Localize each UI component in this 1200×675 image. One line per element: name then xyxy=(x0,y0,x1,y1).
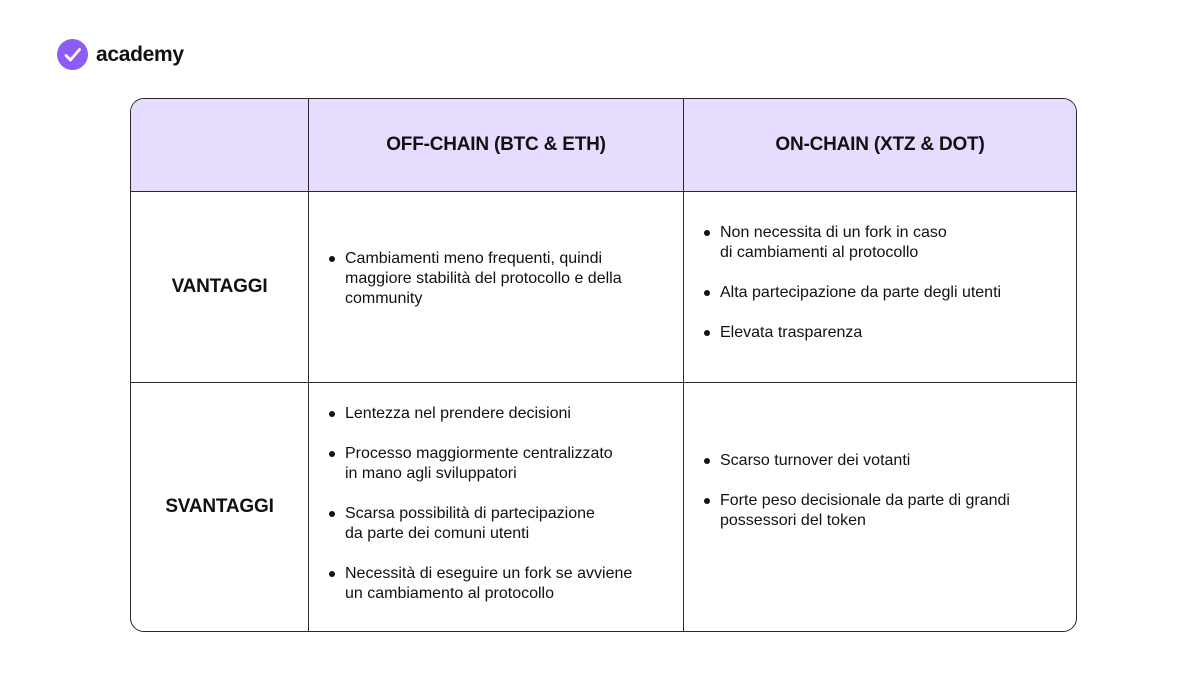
header-on-chain-label: ON-CHAIN (XTZ & DOT) xyxy=(775,134,985,155)
row-label-svantaggi: SVANTAGGI xyxy=(131,383,309,631)
vantaggi-off-chain-cell xyxy=(309,192,684,383)
vantaggi-on-chain-cell xyxy=(684,192,1076,383)
list-item: Elevata trasparenza xyxy=(704,323,1001,343)
row-label-vantaggi: VANTAGGI xyxy=(131,192,309,383)
header-on-chain xyxy=(684,99,1076,192)
list-item: Cambiamenti meno frequenti, quindi maggiore stabilità del protocollo e della community xyxy=(329,249,622,309)
list-item: Scarso turnover dei votanti xyxy=(704,451,1010,471)
list-item: Necessità di eseguire un fork se avviene un cambiamento al protocollo xyxy=(329,564,632,604)
comparison-table xyxy=(130,98,1077,632)
svantaggi-on-chain-cell xyxy=(684,383,1076,631)
list-item: Scarsa possibilità di partecipazione da parte dei comuni utenti xyxy=(329,504,632,544)
list-item: Alta partecipazione da parte degli utenti xyxy=(704,283,1001,303)
checkmark-icon xyxy=(57,39,88,70)
brand-name: academy xyxy=(96,42,184,66)
header-corner-cell xyxy=(131,99,309,192)
list-item: Processo maggiormente centralizzato in mano agli sviluppatori xyxy=(329,444,632,484)
header-off-chain-label: OFF-CHAIN (BTC & ETH) xyxy=(386,134,606,155)
list-item: Lentezza nel prendere decisioni xyxy=(329,404,632,424)
header-off-chain xyxy=(309,99,684,192)
list-item: Forte peso decisionale da parte di grandi possessori del token xyxy=(704,491,1010,531)
svantaggi-off-chain-cell xyxy=(309,383,684,631)
brand-logo xyxy=(57,39,184,70)
list-item: Non necessita di un fork in caso di cambiamenti al protocollo xyxy=(704,223,1001,263)
